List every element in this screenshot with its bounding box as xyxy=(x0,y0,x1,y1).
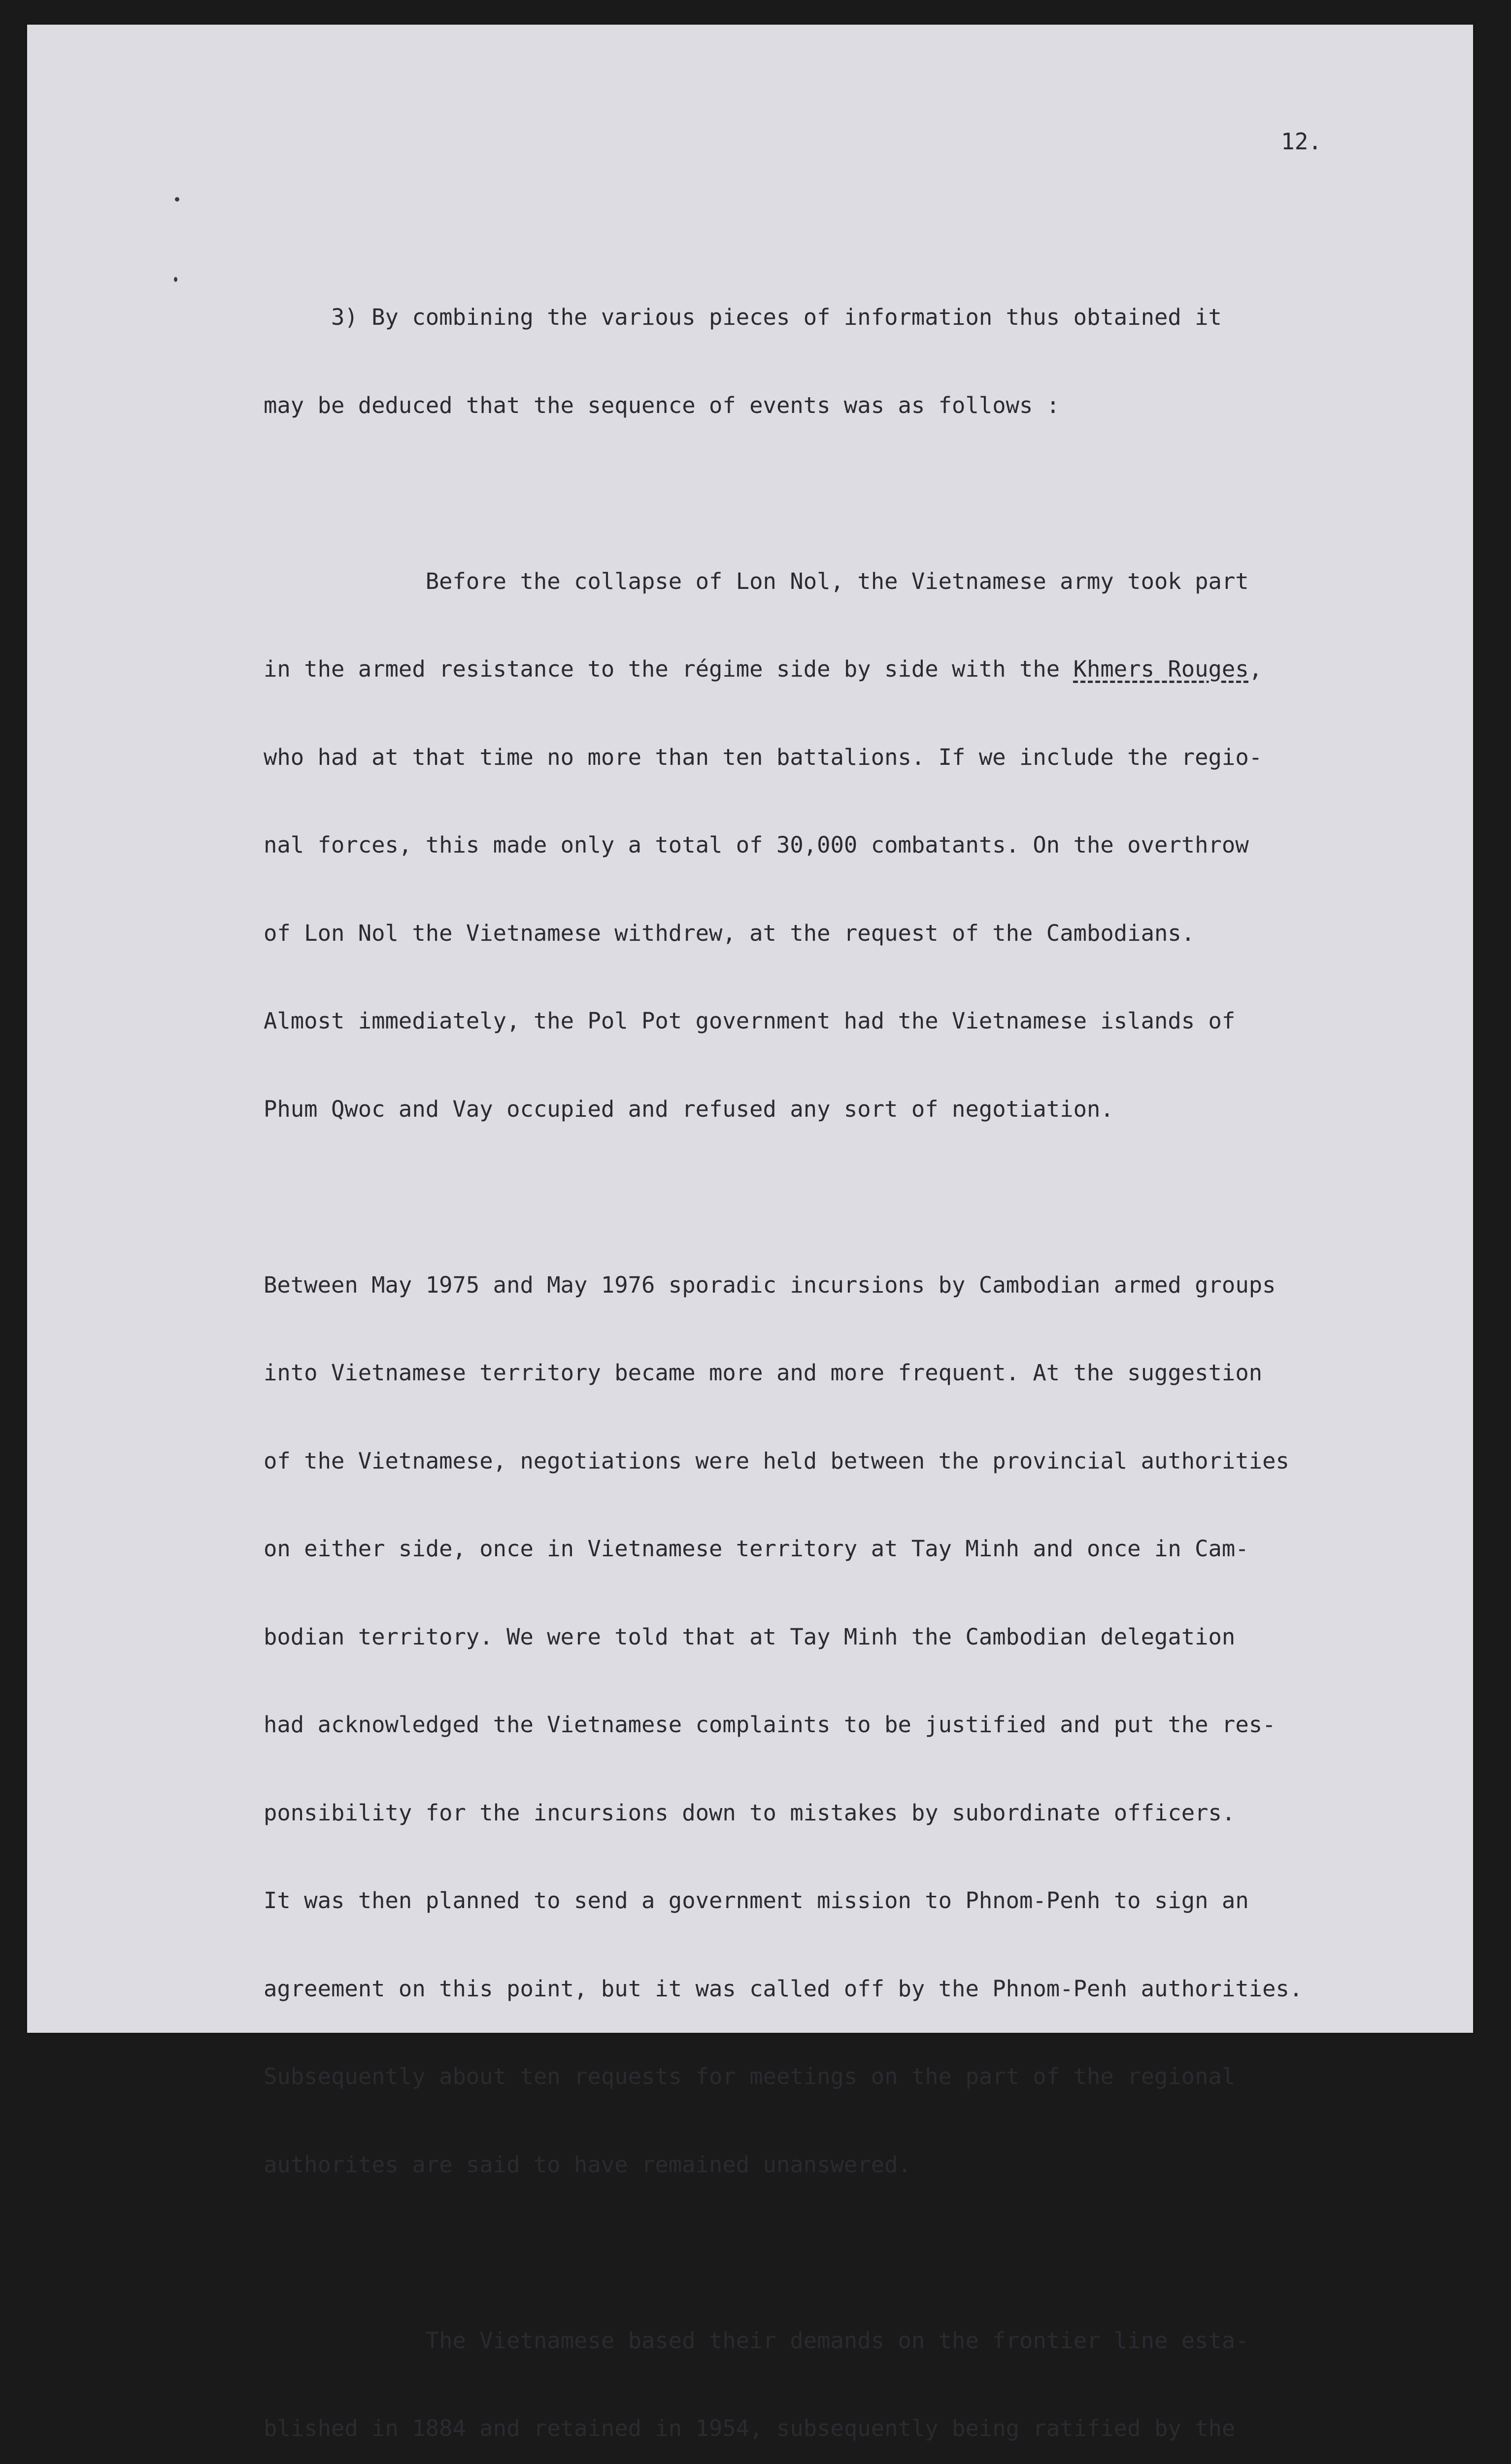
text-line: The Vietnamese based their demands on the frontier line esta- xyxy=(264,2326,1407,2356)
text-line: agreement on this point, but it was called off by the Phnom-Penh authorities. xyxy=(264,1974,1407,2004)
text-line: into Vietnamese territory became more and more frequent. At the suggestion xyxy=(264,1358,1407,1388)
text-line: of Lon Nol the Vietnamese withdrew, at the request of the Cambodians. xyxy=(264,919,1407,948)
text-line: Subsequently about ten requests for meetings on the part of the regional xyxy=(264,2062,1407,2091)
text-line: on either side, once in Vietnamese territory at Tay Minh and once in Cam- xyxy=(264,1534,1407,1564)
paragraph xyxy=(264,244,1407,479)
text-line: bodian territory. We were told that at Tay Minh the Cambodian delegation xyxy=(264,1622,1407,1652)
text-line: who had at that time no more than ten battalions. If we include the regio- xyxy=(264,743,1407,772)
text-line: nal forces, this made only a total of 30,000 combatants. On the overthrow xyxy=(264,830,1407,860)
text-line: may be deduced that the sequence of events was as follows : xyxy=(264,391,1407,420)
text-line: of the Vietnamese, negotiations were held between the provincial authorities xyxy=(264,1446,1407,1476)
text-line: Phum Qwoc and Vay occupied and refused any sort of negotiation. xyxy=(264,1095,1407,1124)
underlined-term: Khmers Rouges xyxy=(1074,656,1249,682)
text-line xyxy=(264,654,1407,684)
paragraph xyxy=(264,1212,1407,2238)
text-segment: , xyxy=(1249,656,1262,682)
text-line: It was then planned to send a government mission to Phnom-Penh to sign an xyxy=(264,1886,1407,1916)
text-line: blished in 1884 and retained in 1954, subsequently being ratified by the xyxy=(264,2414,1407,2443)
margin-dot xyxy=(174,277,177,282)
text-line: had acknowledged the Vietnamese complaints to be justified and put the res- xyxy=(264,1710,1407,1740)
page-number: 12. xyxy=(1281,128,1322,155)
text-line: ponsibility for the incursions down to mistakes by subordinate officers. xyxy=(264,1798,1407,1828)
paragraph xyxy=(264,2267,1407,2464)
text-line: authorites are said to have remained unanswered. xyxy=(264,2150,1407,2180)
text-line: Almost immediately, the Pol Pot government had the Vietnamese islands of xyxy=(264,1006,1407,1036)
text-line: 3) By combining the various pieces of information thus obtained it xyxy=(264,303,1407,332)
margin-dot xyxy=(175,197,179,202)
document-body xyxy=(264,244,1407,2464)
paragraph xyxy=(264,508,1407,1183)
text-segment: in the armed resistance to the régime side by side with the xyxy=(264,656,1074,682)
text-line: Between May 1975 and May 1976 sporadic incursions by Cambodian armed groups xyxy=(264,1270,1407,1300)
text-line: Before the collapse of Lon Nol, the Vietnamese army took part xyxy=(264,567,1407,596)
